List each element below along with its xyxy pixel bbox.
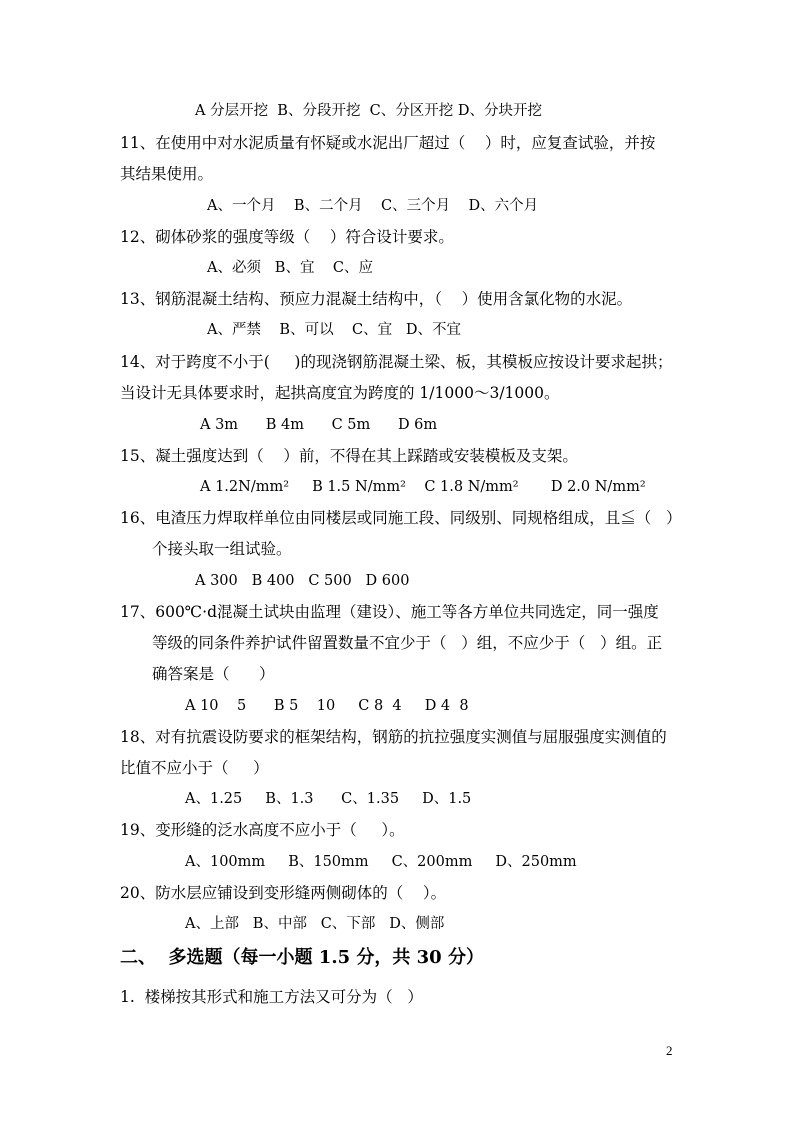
- q19-options: A、100mm B、150mm C、200mm D、250mm: [185, 854, 577, 870]
- q11-options: A、一个月 B、二个月 C、三个月 D、六个月: [207, 198, 539, 214]
- q10-options: A 分层开挖 B、分段开挖 C、分区开挖 D、分块开挖: [195, 103, 542, 119]
- q16-text: 16、电渣压力焊取样单位由同楼层或同施工段、同级别、同规格组成，且≦（ ）: [120, 509, 682, 527]
- q13-options: A、严禁 B、可以 C、宜 D、不宜: [207, 322, 462, 338]
- q14-text-cont: 当设计无具体要求时，起拱高度宜为跨度的 1/1000～3/1000。: [120, 384, 560, 402]
- section-heading-multiple-choice: 二、 多选题（每一小题 1.5 分，共 30 分）: [120, 947, 484, 968]
- q14-text: 14、对于跨度不小于( )的现浇钢筋混凝土梁、板，其模板应按设计要求起拱；: [120, 353, 673, 371]
- page-number: 2: [666, 1043, 673, 1058]
- q12-text: 12、砌体砂浆的强度等级（ ）符合设计要求。: [120, 228, 454, 246]
- q17-text: 17、600℃·d混凝土试块由监理（建设）、施工等各方单位共同选定，同一强度: [120, 603, 659, 621]
- q18-text: 18、对有抗震设防要求的框架结构，钢筋的抗拉强度实测值与屈服强度实测值的: [120, 728, 667, 746]
- q12-options: A、必须 B、宜 C、应: [207, 260, 373, 276]
- q19-text: 19、变形缝的泛水高度不应小于（ ）。: [120, 821, 405, 839]
- q20-text: 20、防水层应铺设到变形缝两侧砌体的（ ）。: [120, 884, 447, 902]
- q15-text: 15、凝土强度达到（ ）前，不得在其上踩踏或安装模板及支架。: [120, 447, 578, 465]
- q15-options: A 1.2N/mm² B 1.5 N/mm² C 1.8 N/mm² D 2.0 N/mm²: [200, 479, 646, 495]
- q17-text-cont2: 确答案是（ ）: [152, 665, 275, 683]
- q18-text-cont: 比值不应小于（ ）: [120, 759, 269, 777]
- q16-options: A 300 B 400 C 500 D 600: [195, 573, 410, 589]
- q13-text: 13、钢筋混凝土结构、预应力混凝土结构中，（ ）使用含氯化物的水泥。: [120, 290, 633, 308]
- q20-options: A、上部 B、中部 C、下部 D、侧部: [185, 916, 445, 932]
- q18-options: A、1.25 B、1.3 C、1.35 D、1.5: [185, 791, 472, 807]
- q11-text-cont: 其结果使用。: [120, 165, 214, 183]
- q16-text-cont: 个接头取一组试验。: [152, 540, 292, 558]
- q17-text-cont: 等级的同条件养护试件留置数量不宜少于（ ）组，不应少于（ ）组。正: [152, 634, 663, 652]
- q14-options: A 3m B 4m C 5m D 6m: [200, 417, 438, 433]
- q17-options: A 10 5 B 5 10 C 8 4 D 4 8: [185, 698, 469, 714]
- q11-text: 11、在使用中对水泥质量有怀疑或水泥出厂超过（ ）时，应复查试验，并按: [120, 134, 656, 152]
- mc-q1-text: 1. 楼梯按其形式和施工方法又可分为（ ）: [120, 988, 423, 1006]
